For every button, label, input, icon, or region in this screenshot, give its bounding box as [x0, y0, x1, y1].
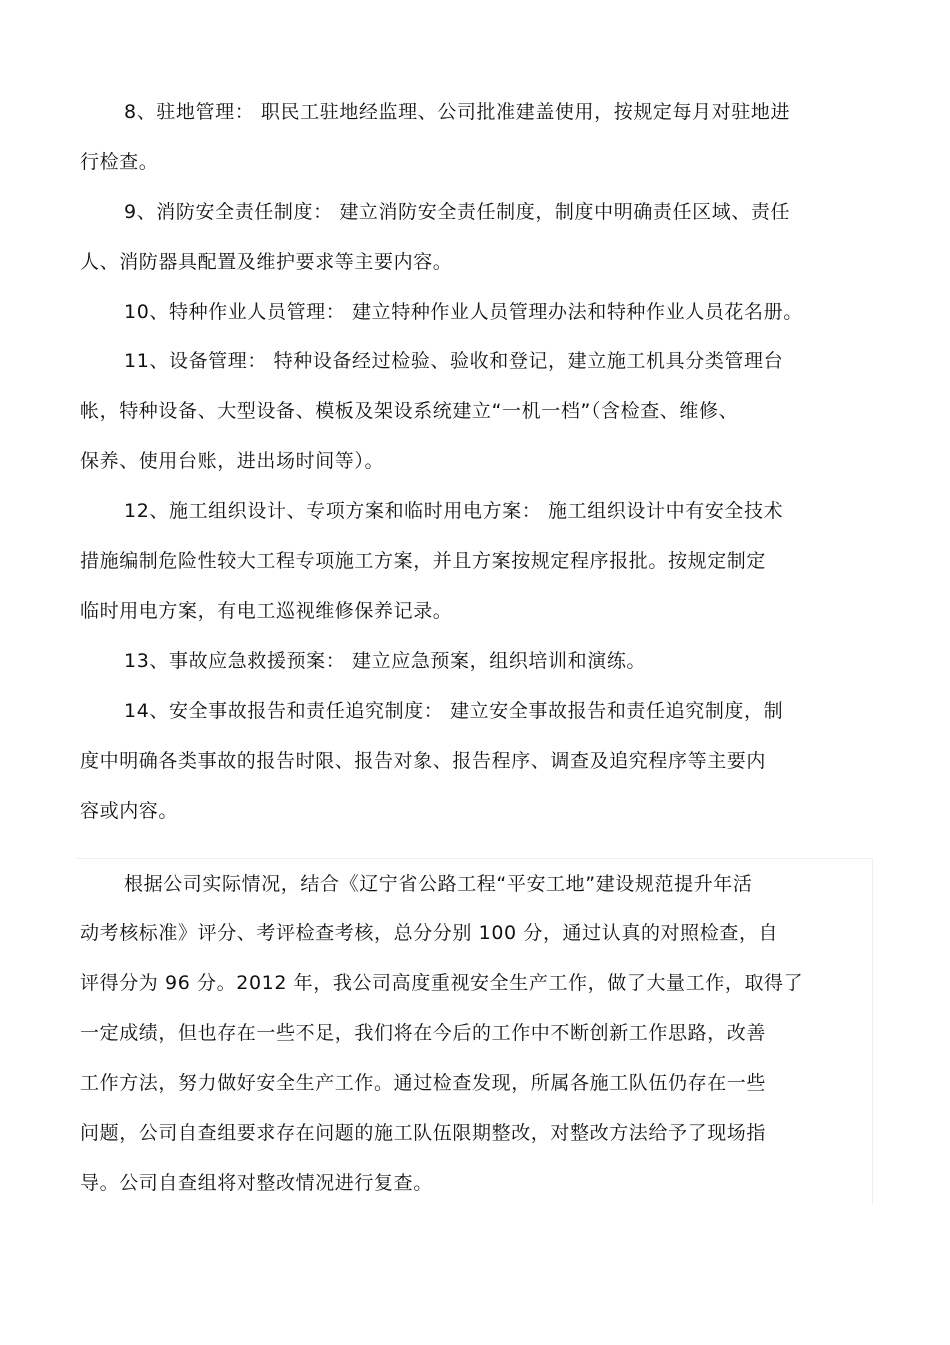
item-11-line-3: 保养、使用台账，进出场时间等）。 — [80, 450, 385, 472]
summary-line-5: 工作方法，努力做好安全生产工作。通过检查发现，所属各施工队伍仍存在一些 — [80, 1072, 767, 1094]
summary-line-1: 根据公司实际情况，结合《辽宁省公路工程“平安工地”建设规范提升年活 — [124, 873, 753, 895]
item-12-line-1: 12、施工组织设计、专项方案和临时用电方案： 施工组织设计中有安全技术 — [124, 500, 784, 522]
item-14-line-2: 度中明确各类事故的报告时限、报告对象、报告程序、调查及追究程序等主要内 — [80, 750, 767, 772]
item-9-line-2: 人、消防器具配置及维护要求等主要内容。 — [80, 251, 453, 273]
item-11-line-1: 11、设备管理： 特种设备经过检验、验收和登记，建立施工机具分类管理台 — [124, 350, 784, 372]
item-14-line-1: 14、安全事故报告和责任追究制度： 建立安全事故报告和责任追究制度，制 — [124, 700, 784, 722]
item-12-line-2: 措施编制危险性较大工程专项施工方案，并且方案按规定程序报批。按规定制定 — [80, 550, 767, 572]
item-9-line-1: 9、消防安全责任制度： 建立消防安全责任制度，制度中明确责任区域、责任 — [124, 201, 791, 223]
item-11-line-2: 帐，特种设备、大型设备、模板及架设系统建立“一机一档”（含检查、维修、 — [80, 400, 739, 422]
summary-line-7: 导。公司自查组将对整改情况进行复查。 — [80, 1172, 433, 1194]
summary-line-2: 动考核标准》评分、考评检查考核，总分分别 100 分，通过认真的对照检查，自 — [80, 922, 779, 944]
item-13-line-1: 13、事故应急救援预案： 建立应急预案，组织培训和演练。 — [124, 650, 647, 672]
summary-line-6: 问题，公司自查组要求存在问题的施工队伍限期整改，对整改方法给予了现场指 — [80, 1122, 767, 1144]
summary-line-3: 评得分为 96 分。2012 年，我公司高度重视安全生产工作，做了大量工作，取得了 — [80, 972, 804, 994]
summary-line-4: 一定成绩，但也存在一些不足，我们将在今后的工作中不断创新工作思路，改善 — [80, 1022, 767, 1044]
item-8-line-2: 行检查。 — [80, 151, 159, 173]
item-8-line-1: 8、驻地管理： 职民工驻地经监理、公司批准建盖使用，按规定每月对驻地进 — [124, 101, 791, 123]
item-14-line-3: 容或内容。 — [80, 800, 179, 822]
item-12-line-3: 临时用电方案，有电工巡视维修保养记录。 — [80, 600, 453, 622]
item-10-line-1: 10、特种作业人员管理： 建立特种作业人员管理办法和特种作业人员花名册。 — [124, 301, 803, 323]
